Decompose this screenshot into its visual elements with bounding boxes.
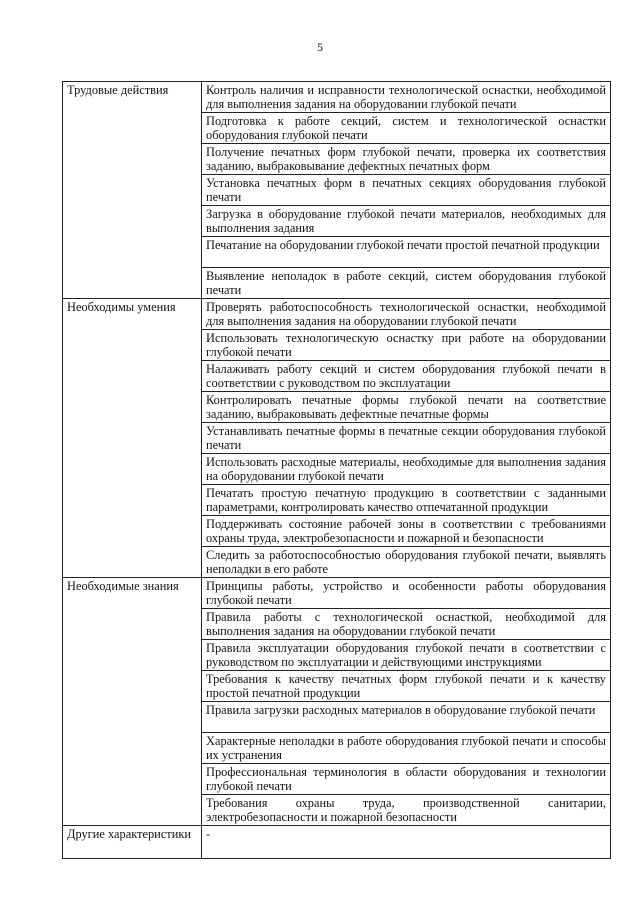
table-cell: Контролировать печатные формы глубокой печати на соответствие заданию, выбраковывать дефектные печатные формы [202,392,611,423]
table-cell: Правила эксплуатации оборудования глубокой печати в соответствии с руководством по эксплуатации и действующими инструкциями [202,640,611,671]
table-cell: Использовать технологическую оснастку при работе на оборудовании глубокой печати [202,330,611,361]
table-cell: Установка печатных форм в печатных секциях оборудования глубокой печати [202,175,611,206]
table-cell: Печатание на оборудовании глубокой печати простой печатной продукции [202,237,611,268]
page-number: 5 [317,40,323,54]
table-cell: Правила загрузки расходных материалов в оборудование глубокой печати [202,702,611,733]
section-label-skills: Необходимы умения [63,299,202,578]
section-label-other: Другие характеристики [63,826,202,859]
table-row [63,82,611,113]
table-cell: Печатать простую печатную продукцию в соответствии с заданными параметрами, контролировать качество отпечатанной продукции [202,485,611,516]
table-cell: Использовать расходные материалы, необходимые для выполнения задания на оборудовании глубокой печати [202,454,611,485]
table-row [63,299,611,330]
table-cell: Поддерживать состояние рабочей зоны в соответствии с требованиями охраны труда, электробезопасности и пожарной и безопасности [202,516,611,547]
table-cell: Выявление неполадок в работе секций, систем оборудования глубокой печати [202,268,611,299]
section-label-knowledge: Необходимые знания [63,578,202,826]
characteristics-table [62,81,611,859]
table-row [63,578,611,609]
table-cell: Налаживать работу секций и систем оборудования глубокой печати в соответствии с руководством по эксплуатации [202,361,611,392]
table-cell: Требования к качеству печатных форм глубокой печати и к качеству простой печатной продукции [202,671,611,702]
table-row [63,826,611,859]
table-cell: Подготовка к работе секций, систем и технологической оснастки оборудования глубокой печати [202,113,611,144]
table-cell: Профессиональная терминология в области оборудования и технологии глубокой печати [202,764,611,795]
table-cell: Следить за работоспособностью оборудования глубокой печати, выявлять неполадки в его работе [202,547,611,578]
table-cell: Получение печатных форм глубокой печати, проверка их соответствия заданию, выбраковывание дефектных печатных форм [202,144,611,175]
table-cell: Характерные неполадки в работе оборудования глубокой печати и способы их устранения [202,733,611,764]
table-cell: - [202,826,611,859]
table-cell: Принципы работы, устройство и особенности работы оборудования глубокой печати [202,578,611,609]
table-cell: Требования охраны труда, производственной санитарии, электробезопасности и пожарной безопасности [202,795,611,826]
table-cell: Контроль наличия и исправности технологической оснастки, необходимой для выполнения задания на оборудовании глубокой печати [202,82,611,113]
table-cell: Проверять работоспособность технологической оснастки, необходимой для выполнения задания на оборудовании глубокой печати [202,299,611,330]
table-cell: Правила работы с технологической оснасткой, необходимой для выполнения задания на оборудовании глубокой печати [202,609,611,640]
section-label-labor-actions: Трудовые действия [63,82,202,299]
table-cell: Загрузка в оборудование глубокой печати материалов, необходимых для выполнения задания [202,206,611,237]
table-cell: Устанавливать печатные формы в печатные секции оборудования глубокой печати [202,423,611,454]
